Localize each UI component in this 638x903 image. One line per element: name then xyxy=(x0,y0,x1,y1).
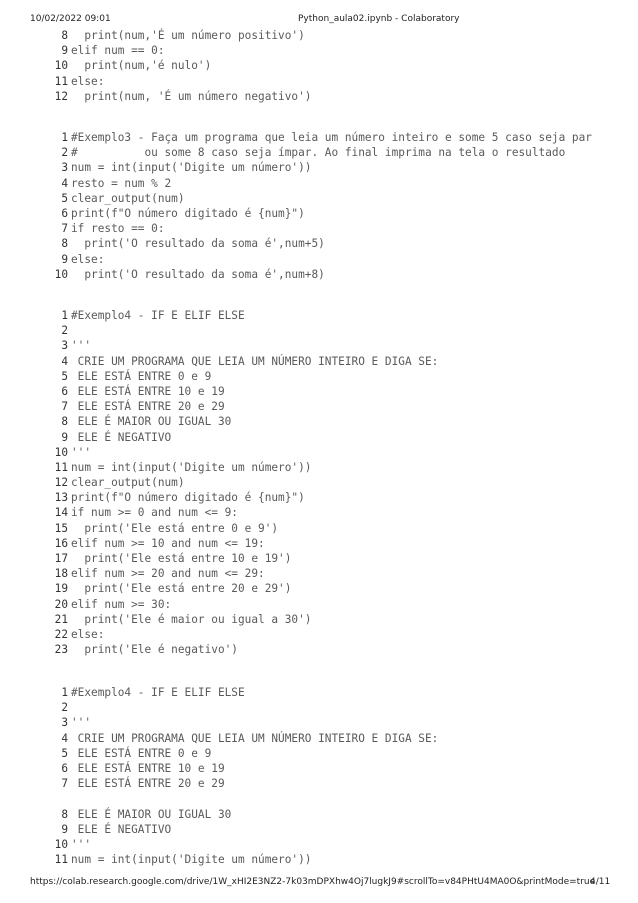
code-line xyxy=(44,566,438,581)
line-number: 10 xyxy=(54,59,68,73)
code-line xyxy=(44,700,438,715)
code-line xyxy=(44,761,438,776)
code-line xyxy=(44,160,592,175)
code-line xyxy=(44,252,592,267)
code-line xyxy=(44,191,592,206)
code-text: print('Ele está entre 0 e 9') xyxy=(71,521,279,535)
line-number: 11 xyxy=(54,74,68,88)
print-page-title: Python_aula02.ipynb - Colaboratory xyxy=(298,14,460,24)
code-cell-2[interactable] xyxy=(44,130,592,282)
code-text: num = int(input('Digite um número')) xyxy=(71,853,312,867)
code-text: elif num >= 20 and num <= 29: xyxy=(71,567,265,581)
code-line xyxy=(44,28,311,43)
code-text: print('Ele está entre 10 e 19') xyxy=(71,552,292,565)
line-number: 6 xyxy=(61,761,68,775)
code-text: print('Ele é negativo') xyxy=(71,643,238,657)
code-cell-3[interactable] xyxy=(44,308,438,657)
line-number: 5 xyxy=(61,369,68,383)
code-line xyxy=(44,685,438,700)
code-line xyxy=(44,731,438,746)
print-page-number: 4/11 xyxy=(590,877,611,887)
code-line xyxy=(44,807,438,822)
code-text: else: xyxy=(71,74,105,88)
code-text: elif num == 0: xyxy=(71,44,165,58)
code-text: print('Ele é maior ou igual a 30') xyxy=(71,612,312,626)
line-number: 3 xyxy=(61,161,68,175)
code-line xyxy=(44,130,592,145)
code-line xyxy=(44,221,592,236)
code-text: # ou some 8 caso seja ímpar. Ao final imprima na tela o resultado xyxy=(71,146,566,160)
line-number: 18 xyxy=(54,567,68,581)
code-text: ''' xyxy=(71,339,92,353)
line-number: 4 xyxy=(61,176,68,190)
code-line xyxy=(44,430,438,445)
code-text: print(f"O número digitado é {num}") xyxy=(71,491,305,505)
code-text: elif num >= 30: xyxy=(71,597,172,611)
code-line xyxy=(44,490,438,505)
code-text: ''' xyxy=(71,716,92,730)
code-text: ELE É MAIOR OU IGUAL 30 xyxy=(71,415,232,429)
code-text: ELE ESTÁ ENTRE 0 e 9 xyxy=(71,369,212,383)
line-number: 4 xyxy=(61,731,68,745)
code-line xyxy=(44,384,438,399)
line-number: 9 xyxy=(61,822,68,836)
code-line xyxy=(44,536,438,551)
code-line xyxy=(44,414,438,429)
code-text: else: xyxy=(71,627,105,641)
line-number: 6 xyxy=(61,206,68,220)
line-number: 10 xyxy=(54,837,68,851)
code-line xyxy=(44,791,438,806)
code-line xyxy=(44,323,438,338)
code-line xyxy=(44,822,438,837)
code-text: ''' xyxy=(71,837,92,851)
code-text: #Exemplo4 - IF E ELIF ELSE xyxy=(71,309,245,322)
line-number: 16 xyxy=(54,536,68,550)
code-text: ELE ESTÁ ENTRE 10 e 19 xyxy=(71,384,225,398)
code-text: else: xyxy=(71,252,105,266)
line-number: 7 xyxy=(61,777,68,791)
code-text: clear_output(num) xyxy=(71,191,185,205)
code-line xyxy=(44,206,592,221)
line-number: 14 xyxy=(54,506,68,520)
code-line xyxy=(44,715,438,730)
line-number: 7 xyxy=(61,400,68,414)
line-number: 8 xyxy=(61,415,68,429)
line-number: 5 xyxy=(61,191,68,205)
code-line xyxy=(44,475,438,490)
line-number: 12 xyxy=(54,476,68,490)
line-number: 17 xyxy=(54,552,68,565)
code-line xyxy=(44,354,438,369)
code-line xyxy=(44,89,311,104)
code-text: ELE ESTÁ ENTRE 10 e 19 xyxy=(71,761,225,775)
code-line xyxy=(44,852,438,867)
code-cell-1[interactable] xyxy=(44,28,311,104)
line-number: 22 xyxy=(54,627,68,641)
code-line xyxy=(44,43,311,58)
line-number: 3 xyxy=(61,339,68,353)
code-text: resto = num % 2 xyxy=(71,176,172,190)
print-datetime: 10/02/2022 09:01 xyxy=(30,14,111,24)
code-cell-4[interactable] xyxy=(44,685,438,867)
code-line xyxy=(44,746,438,761)
line-number: 9 xyxy=(61,252,68,266)
print-url: https://colab.research.google.com/drive/1W_xHI2E3NZ2-7k03mDPXhw4Oj7lugkJ9#scrollTo=v84PHtU4MA0O&printMode=true xyxy=(30,877,596,887)
code-text: num = int(input('Digite um número')) xyxy=(71,161,312,175)
line-number: 1 xyxy=(61,309,68,322)
code-text: #Exemplo3 - Faça um programa que leia um número inteiro e some 5 caso seja par xyxy=(71,131,592,144)
line-number: 19 xyxy=(54,582,68,596)
code-text: print('O resultado da soma é',num+5) xyxy=(71,237,325,251)
line-number: 1 xyxy=(61,131,68,144)
line-number: 6 xyxy=(61,384,68,398)
code-line xyxy=(44,58,311,73)
code-line xyxy=(44,308,438,323)
line-number: 13 xyxy=(54,491,68,505)
line-number: 1 xyxy=(61,686,68,699)
code-text: ELE É NEGATIVO xyxy=(71,822,172,836)
code-text: ELE ESTÁ ENTRE 20 e 29 xyxy=(71,400,225,414)
line-number: 9 xyxy=(61,430,68,444)
line-number: 8 xyxy=(61,807,68,821)
code-text: num = int(input('Digite um número')) xyxy=(71,460,312,474)
line-number: 11 xyxy=(54,460,68,474)
code-line xyxy=(44,551,438,566)
code-line xyxy=(44,776,438,791)
line-number: 9 xyxy=(61,44,68,58)
code-text: print('Ele está entre 20 e 29') xyxy=(71,582,292,596)
code-text: print(num,'é nulo') xyxy=(71,59,212,73)
line-number: 2 xyxy=(61,701,68,715)
code-text: ELE É NEGATIVO xyxy=(71,430,172,444)
code-text: ''' xyxy=(71,445,92,459)
code-text: #Exemplo4 - IF E ELIF ELSE xyxy=(71,686,245,699)
code-line xyxy=(44,176,592,191)
line-number: 2 xyxy=(61,324,68,338)
code-text: clear_output(num) xyxy=(71,476,185,490)
code-line xyxy=(44,597,438,612)
line-number: 2 xyxy=(61,146,68,160)
line-number: 8 xyxy=(61,237,68,251)
line-number: 4 xyxy=(61,354,68,368)
code-line xyxy=(44,338,438,353)
code-line xyxy=(44,74,311,89)
code-line xyxy=(44,612,438,627)
code-line xyxy=(44,627,438,642)
code-text: ELE É MAIOR OU IGUAL 30 xyxy=(71,807,232,821)
line-number: 12 xyxy=(54,89,68,103)
code-text: print(f"O número digitado é {num}") xyxy=(71,206,305,220)
line-number: 20 xyxy=(54,597,68,611)
code-text: print(num, 'É um número negativo') xyxy=(71,89,312,103)
line-number: 7 xyxy=(61,222,68,236)
code-line xyxy=(44,460,438,475)
code-line xyxy=(44,581,438,596)
line-number: 23 xyxy=(54,643,68,657)
line-number: 5 xyxy=(61,746,68,760)
line-number: 21 xyxy=(54,612,68,626)
code-text: ELE ESTÁ ENTRE 20 e 29 xyxy=(71,777,225,791)
code-line xyxy=(44,642,438,657)
code-line xyxy=(44,521,438,536)
code-line xyxy=(44,837,438,852)
code-text: CRIE UM PROGRAMA QUE LEIA UM NÚMERO INTEIRO E DIGA SE: xyxy=(71,354,439,368)
line-number: 10 xyxy=(54,445,68,459)
code-text: ELE ESTÁ ENTRE 0 e 9 xyxy=(71,746,212,760)
code-line xyxy=(44,236,592,251)
line-number: 10 xyxy=(54,267,68,281)
code-text: print(num,'É um número positivo') xyxy=(71,29,305,42)
code-line xyxy=(44,505,438,520)
line-number: 11 xyxy=(54,853,68,867)
code-text: if resto == 0: xyxy=(71,222,165,236)
code-line xyxy=(44,267,592,282)
line-number: 3 xyxy=(61,716,68,730)
line-number: 8 xyxy=(61,29,68,42)
code-text: if num >= 0 and num <= 9: xyxy=(71,506,238,520)
code-text: elif num >= 10 and num <= 19: xyxy=(71,536,265,550)
code-line xyxy=(44,399,438,414)
code-line xyxy=(44,145,592,160)
code-text: print('O resultado da soma é',num+8) xyxy=(71,267,325,281)
code-text: CRIE UM PROGRAMA QUE LEIA UM NÚMERO INTEIRO E DIGA SE: xyxy=(71,731,439,745)
code-line xyxy=(44,369,438,384)
code-line xyxy=(44,445,438,460)
line-number: 15 xyxy=(54,521,68,535)
